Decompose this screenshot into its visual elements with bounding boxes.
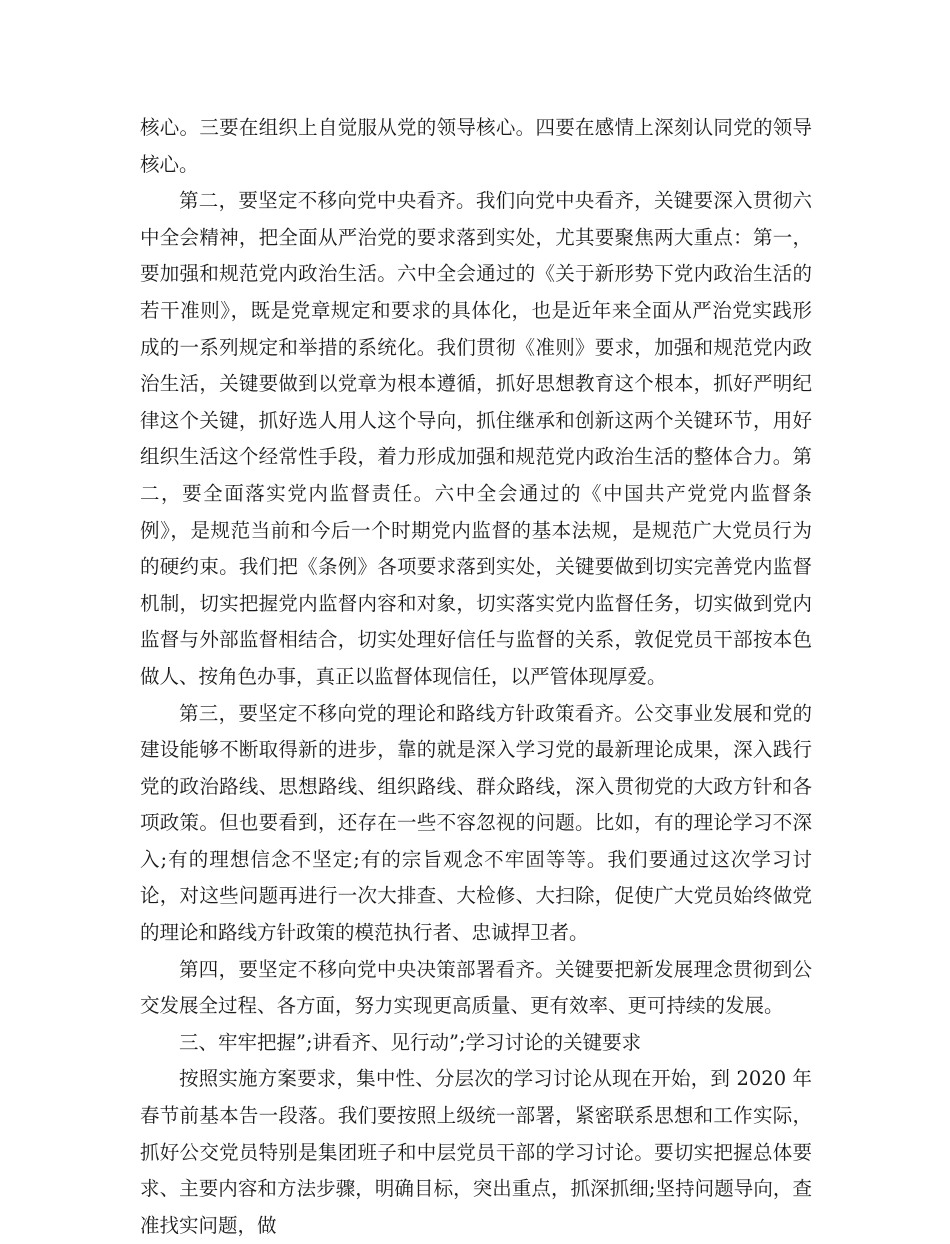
paragraph-third-point: 第三，要坚定不移向党的理论和路线方针政策看齐。公交事业发展和党的建设能够不断取得新的进步，靠的就是深入学习党的最新理论成果，深入践行党的政治路线、思想路线、组织路线、群众路线，深入贯彻党的大政方针和各项政策。但也要看到，还存在一些不容忽视的问题。比如，有的理论学习不深入;有的理想信念不坚定;有的宗旨观念不牢固等等。我们要通过这次学习讨论，对这些问题再进行一次大排查、大检修、大扫除，促使广大党员始终做党的理论和路线方针政策的模范执行者、忠诚捍卫者。 [140,701,812,945]
paragraph-second-point: 第二，要坚定不移向党中央看齐。我们向党中央看齐，关键要深入贯彻六中全会精神，把全面从严治党的要求落到实处，尤其要聚焦两大重点：第一，要加强和规范党内政治生活。六中全会通过的《关于新形势下党内政治生活的若干准则》，既是党章规定和要求的具体化，也是近年来全面从严治党实践形成的一系列规定和举措的系统化。我们贯彻《准则》要求，加强和规范党内政治生活，关键要做到以党章为根本遵循，抓好思想教育这个根本，抓好严明纪律这个关键，抓好选人用人这个导向，抓住继承和创新这两个关键环节，用好组织生活这个经常性手段，着力形成加强和规范党内政治生活的整体合力。第二，要全面落实党内监督责任。六中全会通过的《中国共产党党内监督条例》，是规范当前和今后一个时期党内监督的基本法规，是规范广大党员行为的硬约束。我们把《条例》各项要求落到实处，关键要做到切实完善党内监督机制，切实把握党内监督内容和对象，切实落实党内监督任务，切实做到党内监督与外部监督相结合，切实处理好信任与监督的关系，敦促党员干部按本色做人、按角色办事，真正以监督体现信任，以严管体现厚爱。 [140,189,812,688]
document-body [140,110,812,1244]
paragraph-continuation: 核心。三要在组织上自觉服从党的领导核心。四要在感情上深刻认同党的领导核心。 [140,116,812,176]
paragraph-requirements: 按照实施方案要求，集中性、分层次的学习讨论从现在开始，到 2020 年春节前基本告一段落。我们要按照上级统一部署，紧密联系思想和工作实际，抓好公交党员特别是集团班子和中层党员干部的学习讨论。要切实把握总体要求、主要内容和方法步骤，明确目标，突出重点，抓深抓细;坚持问题导向，查准找实问题，做 [140,1067,812,1237]
section-heading: 三、牢牢把握”;讲看齐、见行动”;学习讨论的关键要求 [179,1030,642,1054]
paragraph-fourth-point: 第四，要坚定不移向党中央决策部署看齐。关键要把新发展理念贯彻到公交发展全过程、各方面，努力实现更高质量、更有效率、更可持续的发展。 [140,957,812,1018]
